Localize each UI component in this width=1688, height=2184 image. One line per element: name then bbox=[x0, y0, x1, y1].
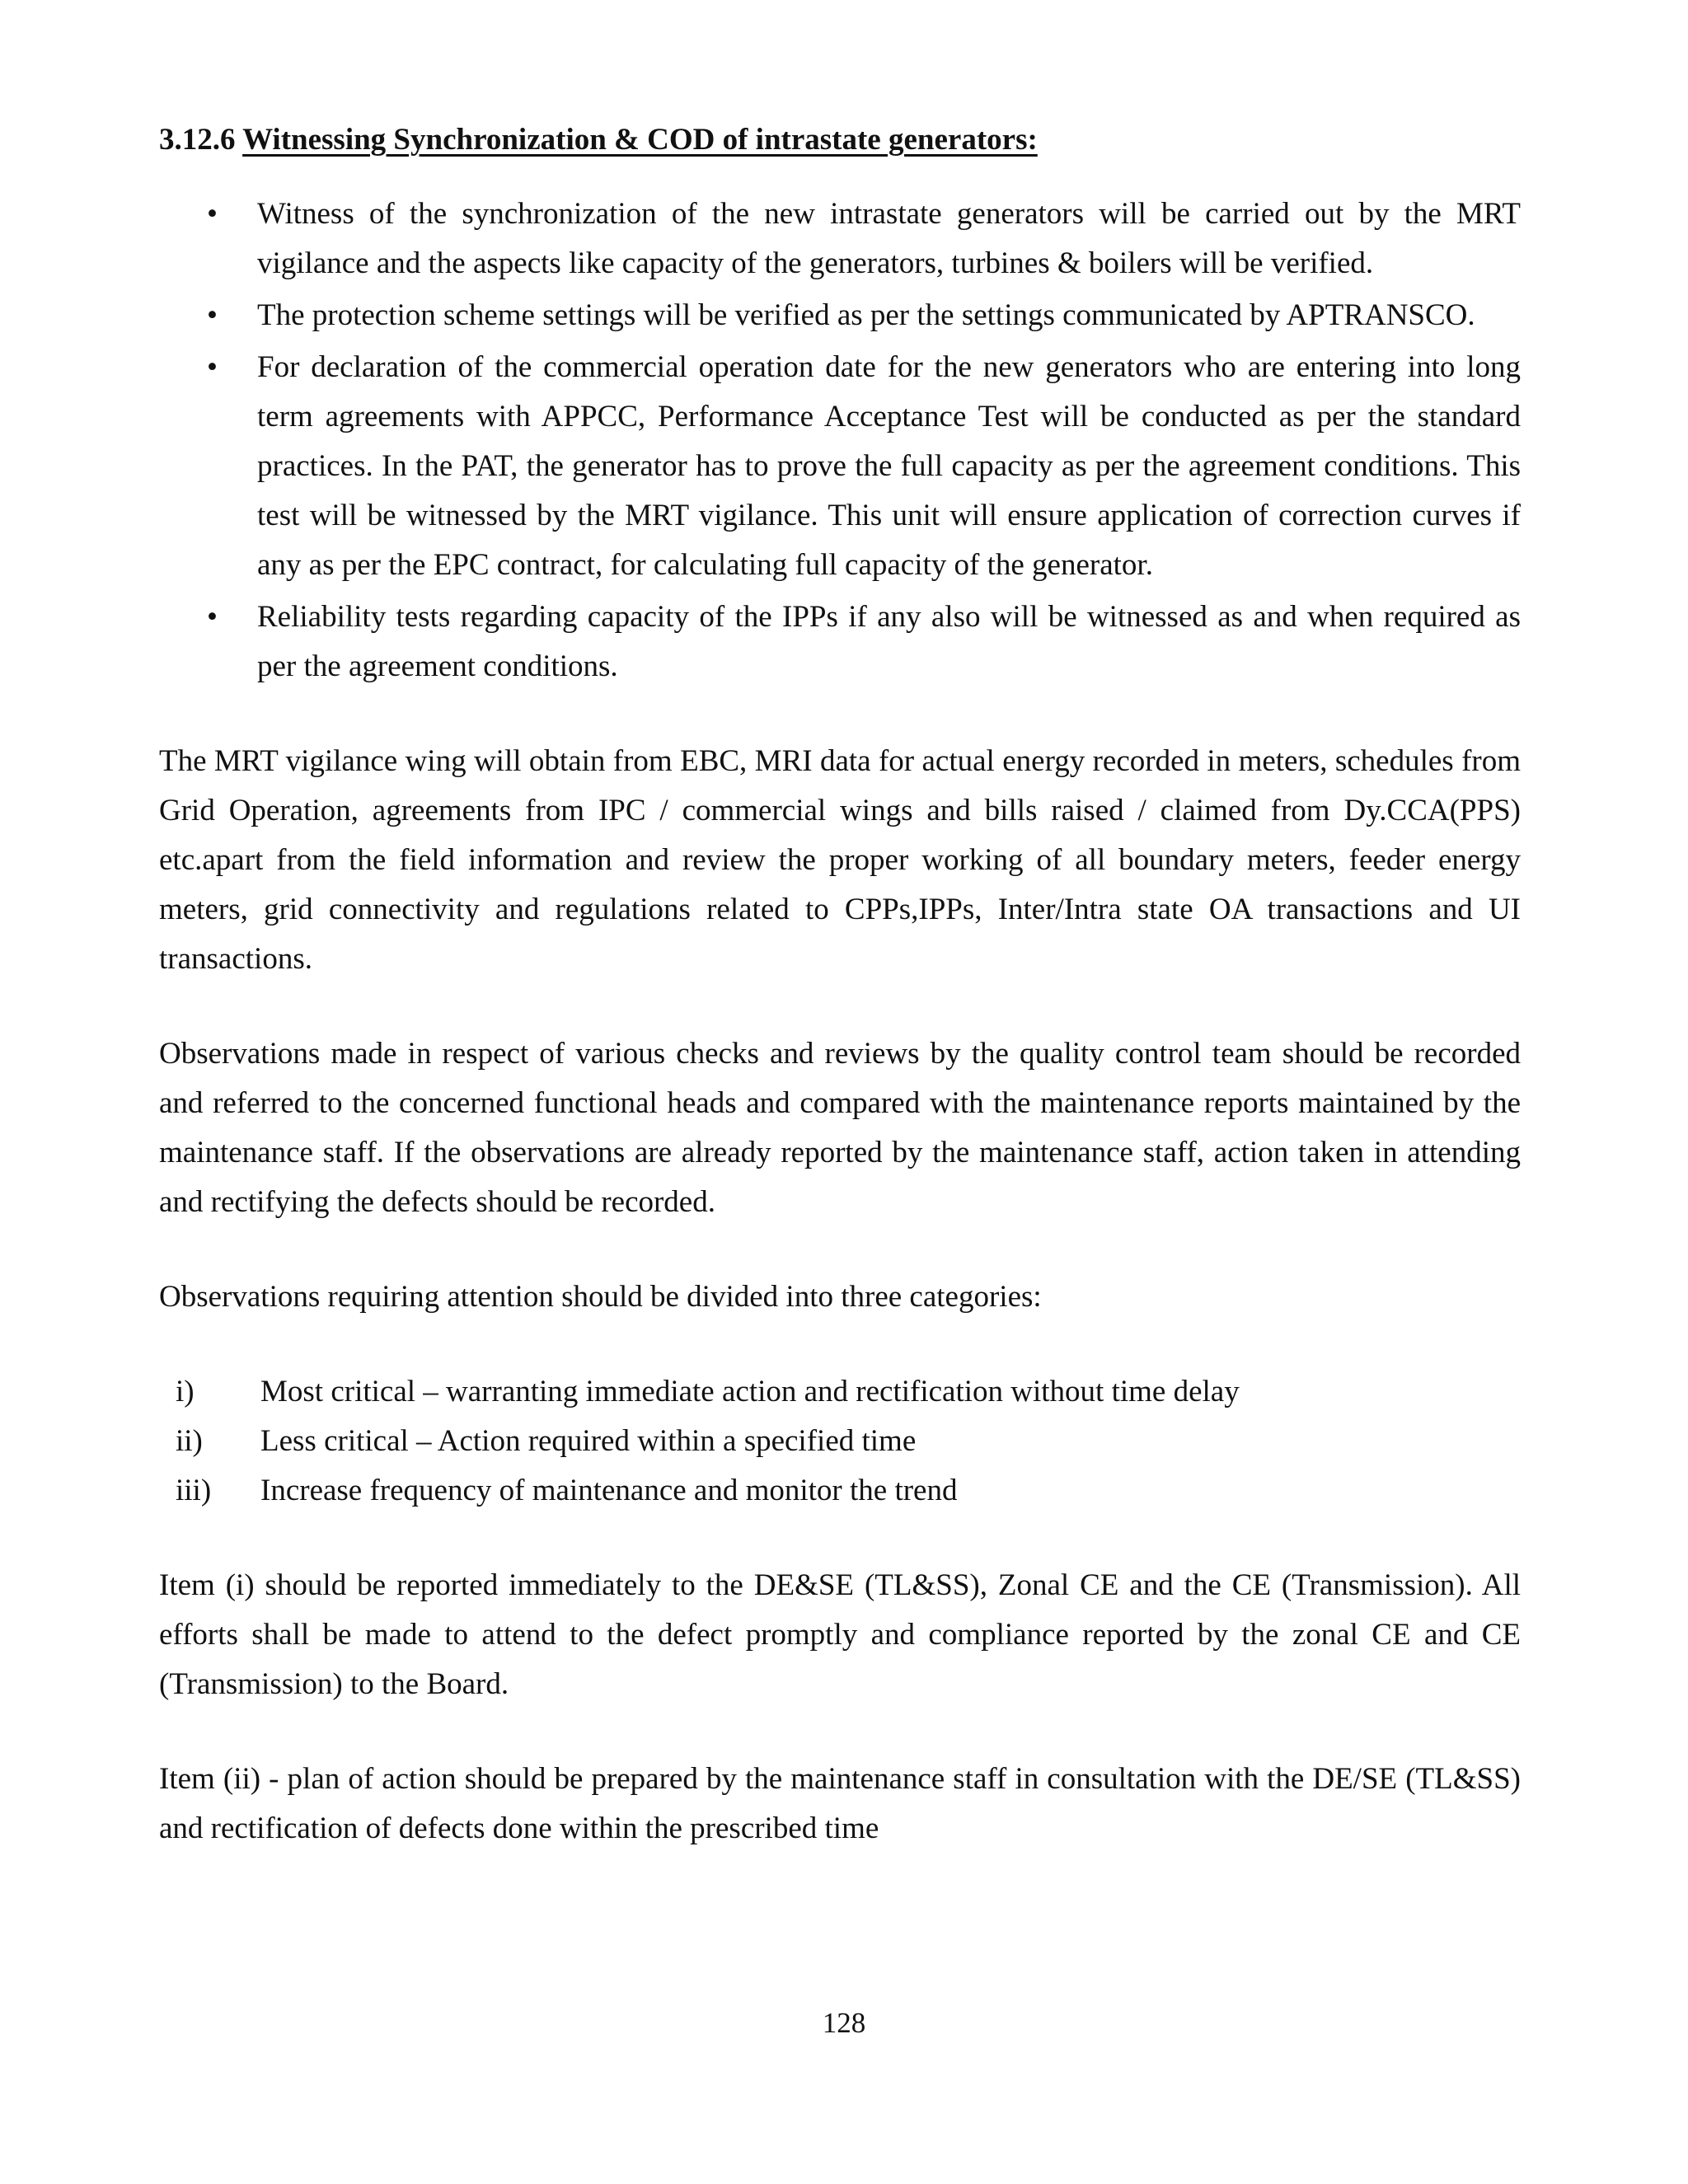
bullet-item bbox=[159, 343, 1521, 590]
bullet-icon: • bbox=[207, 350, 218, 384]
bullet-text: For declaration of the commercial operation date for the new generators who are entering into long term agreements with APPCC, Performance Acceptance Test will be conducted as per the standard practices. In the PAT, the generator has to prove the full capacity as per the agreement conditions. This test will be witnessed by the MRT vigilance. This unit will ensure application of correction curves if any as per the EPC contract, for calculating full capacity of the generator. bbox=[257, 350, 1521, 582]
bullet-icon: • bbox=[207, 298, 218, 332]
category-text: Less critical – Action required within a specified time bbox=[260, 1424, 917, 1458]
category-number: ii) bbox=[176, 1424, 203, 1458]
bullet-list bbox=[159, 190, 1521, 691]
category-item bbox=[159, 1367, 1521, 1417]
paragraph-observations-made: Observations made in respect of various checks and reviews by the quality control team should be recorded and referred to the concerned functional heads and compared with the maintenance reports maintained by the maintenance staff. If the observations are already reported by the maintenance staff, action taken in attending and rectifying the defects should be recorded. bbox=[159, 1037, 1521, 1219]
section-title: Witnessing Synchronization & COD of intrastate generators: bbox=[242, 123, 1038, 157]
section-heading bbox=[159, 115, 1521, 165]
category-text: Increase frequency of maintenance and monitor the trend bbox=[260, 1474, 958, 1507]
category-list bbox=[159, 1367, 1521, 1516]
bullet-item bbox=[159, 291, 1521, 340]
bullet-item bbox=[159, 593, 1521, 691]
bullet-item bbox=[159, 190, 1521, 288]
bullet-text: Witness of the synchronization of the new intrastate generators will be carried out by the MRT vigilance and the aspects like capacity of the generators, turbines & boilers will be verified. bbox=[257, 197, 1521, 280]
page-number: 128 bbox=[822, 2007, 866, 2039]
paragraph-observation-categories: Observations requiring attention should be divided into three categories: bbox=[159, 1280, 1042, 1314]
section-number: 3.12.6 bbox=[159, 123, 236, 157]
bullet-text: The protection scheme settings will be verified as per the settings communicated by APTRANSCO. bbox=[257, 298, 1475, 332]
paragraph-item-i: Item (i) should be reported immediately to the DE&SE (TL&SS), Zonal CE and the CE (Transmission). All efforts shall be made to attend to the defect promptly and compliance reported by the zonal CE and CE (Transmission) to the Board. bbox=[159, 1568, 1521, 1701]
category-item bbox=[159, 1466, 1521, 1516]
bullet-text: Reliability tests regarding capacity of the IPPs if any also will be witnessed as and when required as per the agreement conditions. bbox=[257, 600, 1521, 683]
bullet-icon: • bbox=[207, 197, 218, 231]
paragraph-item-ii: Item (ii) - plan of action should be prepared by the maintenance staff in consultation with the DE/SE (TL&SS) and rectification of defects done within the prescribed time bbox=[159, 1762, 1521, 1845]
category-item bbox=[159, 1417, 1521, 1466]
category-text: Most critical – warranting immediate action and rectification without time delay bbox=[260, 1375, 1240, 1408]
document-page bbox=[159, 115, 1521, 1854]
paragraph-mrt-vigilance: The MRT vigilance wing will obtain from EBC, MRI data for actual energy recorded in meters, schedules from Grid Operation, agreements from IPC / commercial wings and bills raised / claimed from Dy.CCA(PPS) etc.apart from the field information and review the proper working of all boundary meters, feeder energy meters, grid connectivity and regulations related to CPPs,IPPs, Inter/Intra state OA transactions and UI transactions. bbox=[159, 744, 1521, 976]
category-number: i) bbox=[176, 1375, 195, 1408]
category-number: iii) bbox=[176, 1474, 212, 1507]
bullet-icon: • bbox=[207, 600, 218, 634]
